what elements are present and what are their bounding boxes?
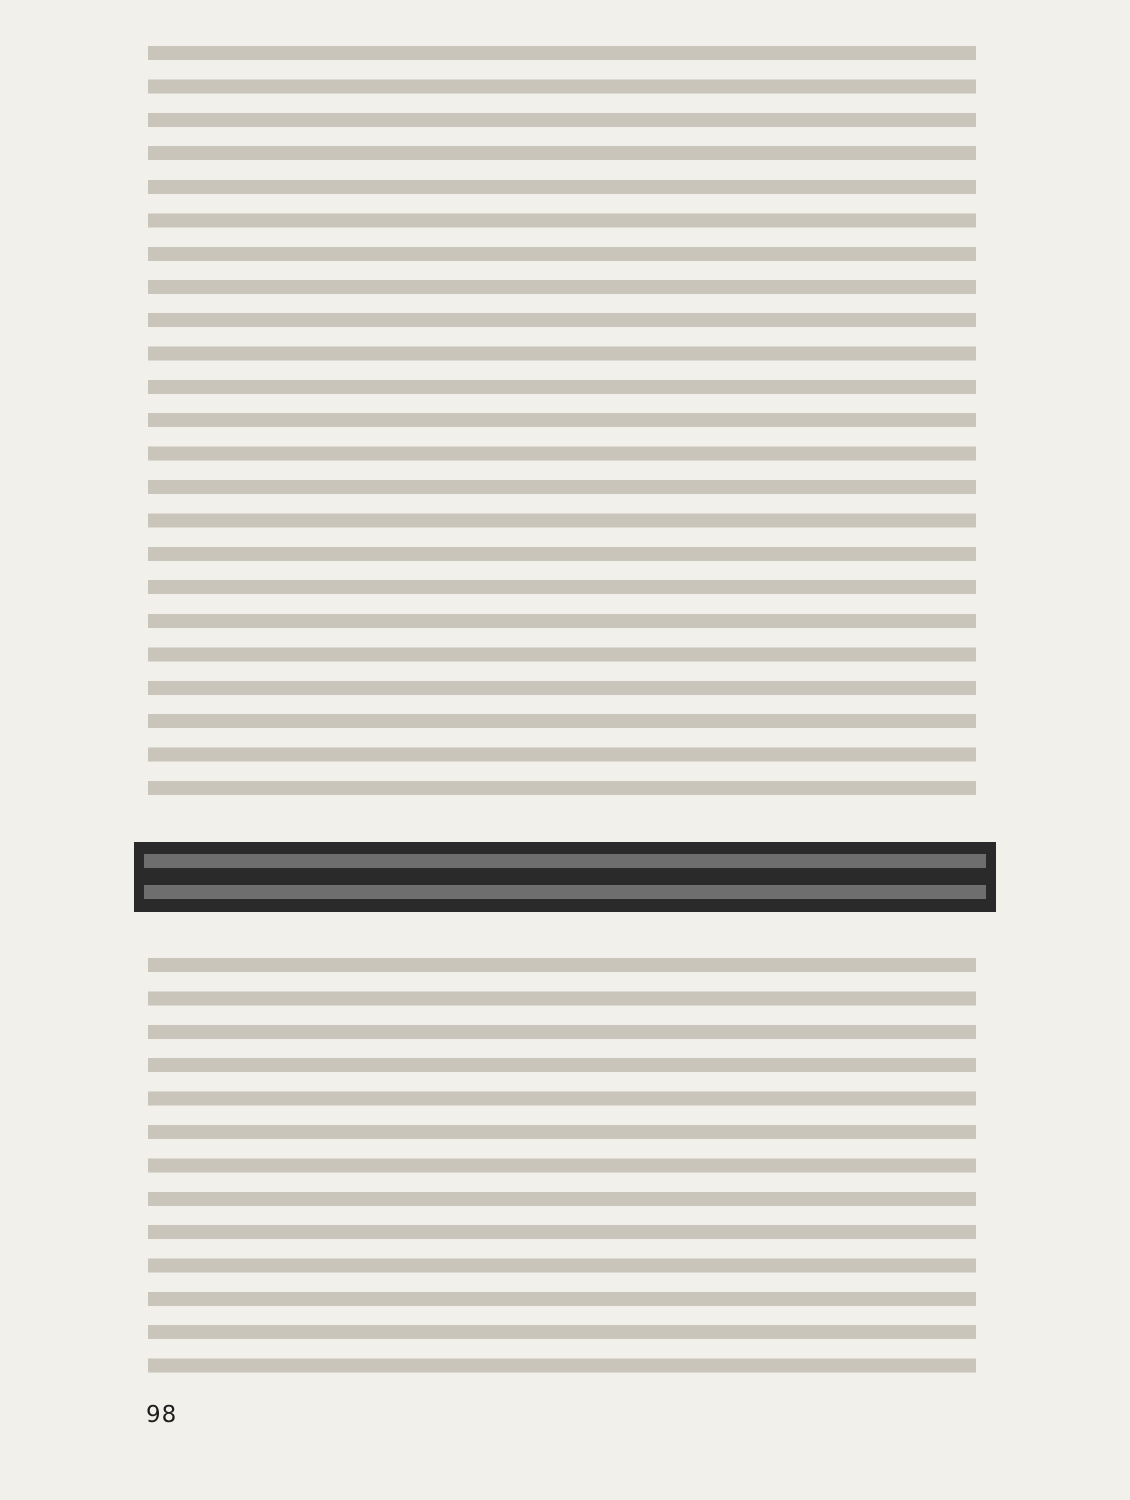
text-column	[148, 36, 976, 1382]
highlighted-quote	[134, 842, 996, 912]
paragraph	[148, 170, 976, 304]
paragraph	[148, 604, 976, 804]
quote-text	[144, 846, 986, 908]
paragraph	[148, 948, 976, 1215]
paragraph-continued	[148, 36, 976, 170]
paragraph	[148, 303, 976, 604]
paragraph	[148, 1215, 976, 1382]
page-number: 98	[146, 1402, 178, 1428]
